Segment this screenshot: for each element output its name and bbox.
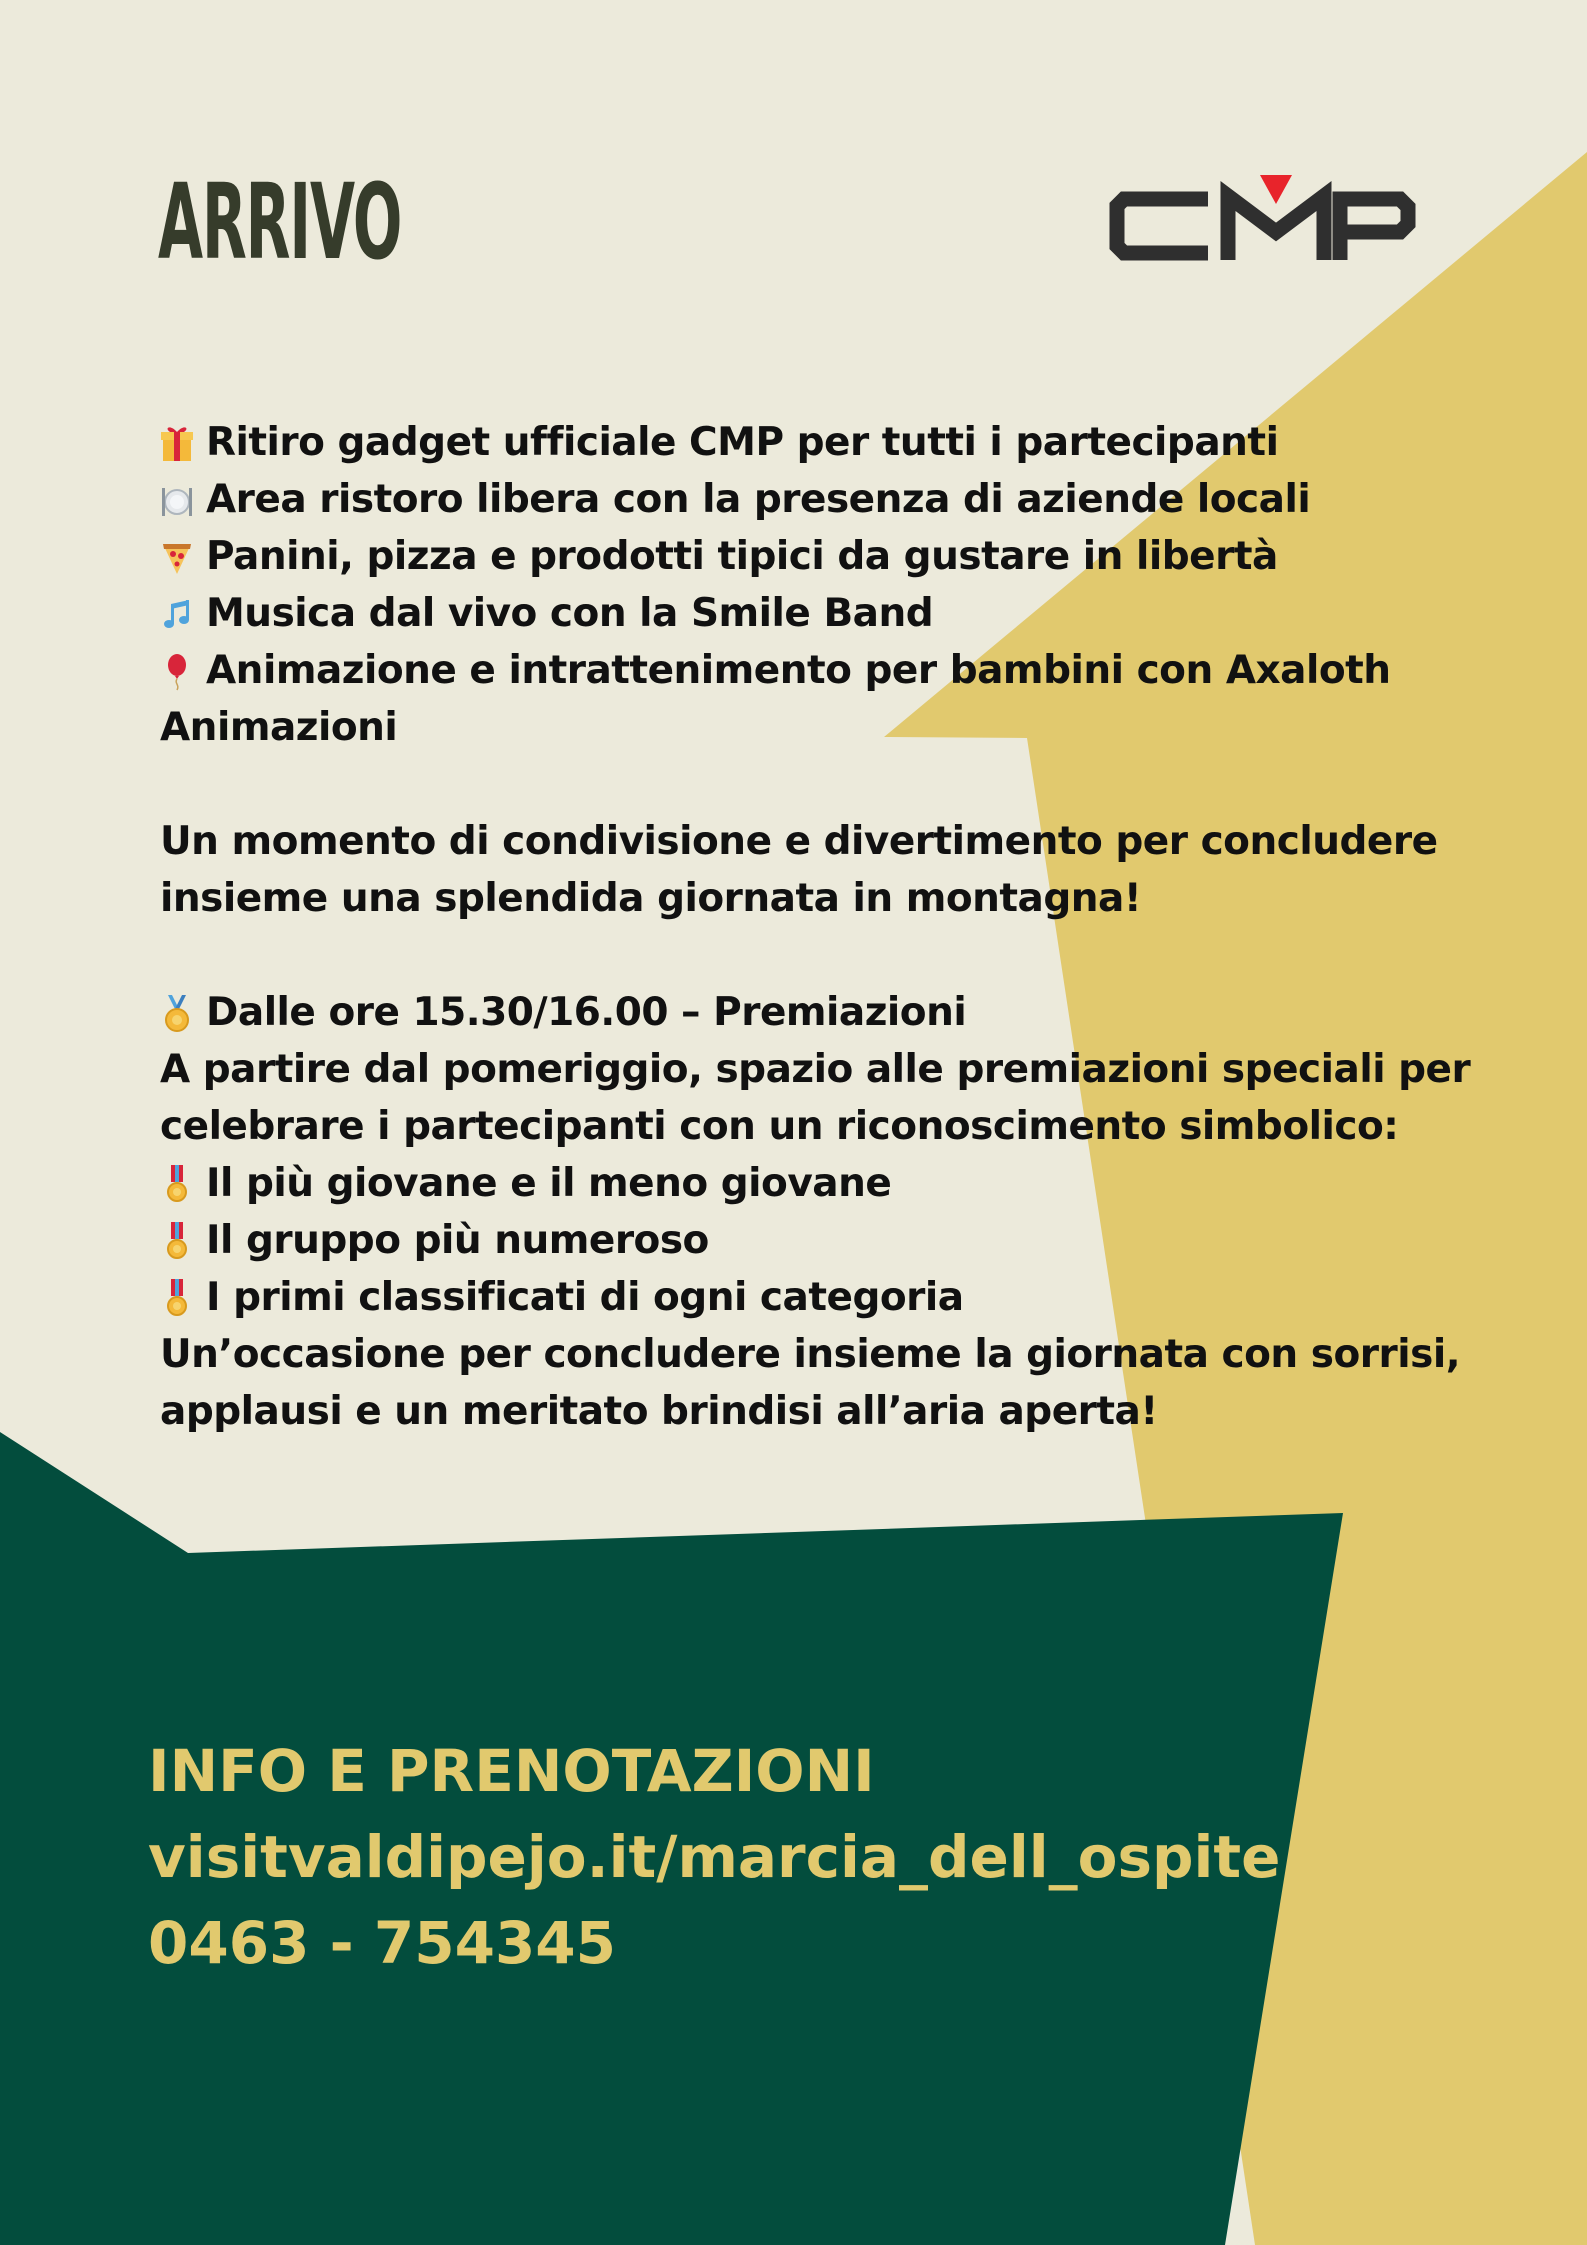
military-medal-icon: [160, 1221, 194, 1261]
info-phone[interactable]: 0463 - 754345: [148, 1909, 617, 1977]
award-item-text: Il gruppo più numeroso: [206, 1218, 709, 1263]
military-medal-icon: [160, 1278, 194, 1318]
awards-heading-text: Dalle ore 15.30/16.00 – Premiazioni: [206, 990, 967, 1035]
info-heading: INFO E PRENOTAZIONI: [148, 1737, 875, 1805]
pizza-icon: [160, 537, 194, 577]
feature-text: Panini, pizza e prodotti tipici da gustare in libertà: [206, 534, 1278, 579]
feature-text: Musica dal vivo con la Smile Band: [206, 591, 934, 636]
closing-line-1: Un momento di condivisione e divertimento per concludere: [160, 819, 1438, 864]
balloon-icon: [160, 651, 194, 691]
info-website[interactable]: visitvaldipejo.it/marcia_dell_ospite: [148, 1823, 1281, 1891]
feature-food: [160, 528, 1400, 585]
awards-heading: [160, 984, 1400, 1041]
awards-outro-line-1: Un’occasione per concludere insieme la giornata con sorrisi,: [160, 1332, 1461, 1377]
gold-medal-icon: [160, 993, 194, 1033]
feature-text: Ritiro gadget ufficiale CMP per tutti i partecipanti: [206, 420, 1279, 465]
feature-gadget: [160, 414, 1400, 471]
music-notes-icon: [160, 594, 194, 634]
page-title: ARRIVO: [158, 161, 402, 283]
main-content: [160, 414, 1471, 1440]
awards-outro-line-2: applausi e un meritato brindisi all’aria aperta!: [160, 1389, 1158, 1434]
feature-ristoro: [160, 471, 1400, 528]
feature-text: Area ristoro libera con la presenza di aziende locali: [206, 477, 1311, 522]
award-item: [160, 1212, 1400, 1269]
closing-line-2: insieme una splendida giornata in montagna!: [160, 876, 1142, 921]
awards-intro-line-2: celebrare i partecipanti con un riconoscimento simbolico:: [160, 1104, 1399, 1149]
feature-music: [160, 585, 1400, 642]
feature-text: Animazione e intrattenimento per bambini con Axaloth: [206, 648, 1391, 693]
military-medal-icon: [160, 1164, 194, 1204]
cmp-logo: [1104, 170, 1420, 270]
plate-cutlery-icon: [160, 480, 194, 520]
award-item-text: Il più giovane e il meno giovane: [206, 1161, 892, 1206]
gift-icon: [160, 423, 194, 463]
awards-intro-line-1: A partire dal pomeriggio, spazio alle premiazioni speciali per: [160, 1047, 1471, 1092]
award-item: [160, 1269, 1400, 1326]
info-section: [148, 1728, 1280, 1986]
feature-animation: [160, 642, 1400, 699]
feature-continuation: Animazioni: [160, 705, 398, 750]
award-item: [160, 1155, 1400, 1212]
award-item-text: I primi classificati di ogni categoria: [206, 1275, 964, 1320]
